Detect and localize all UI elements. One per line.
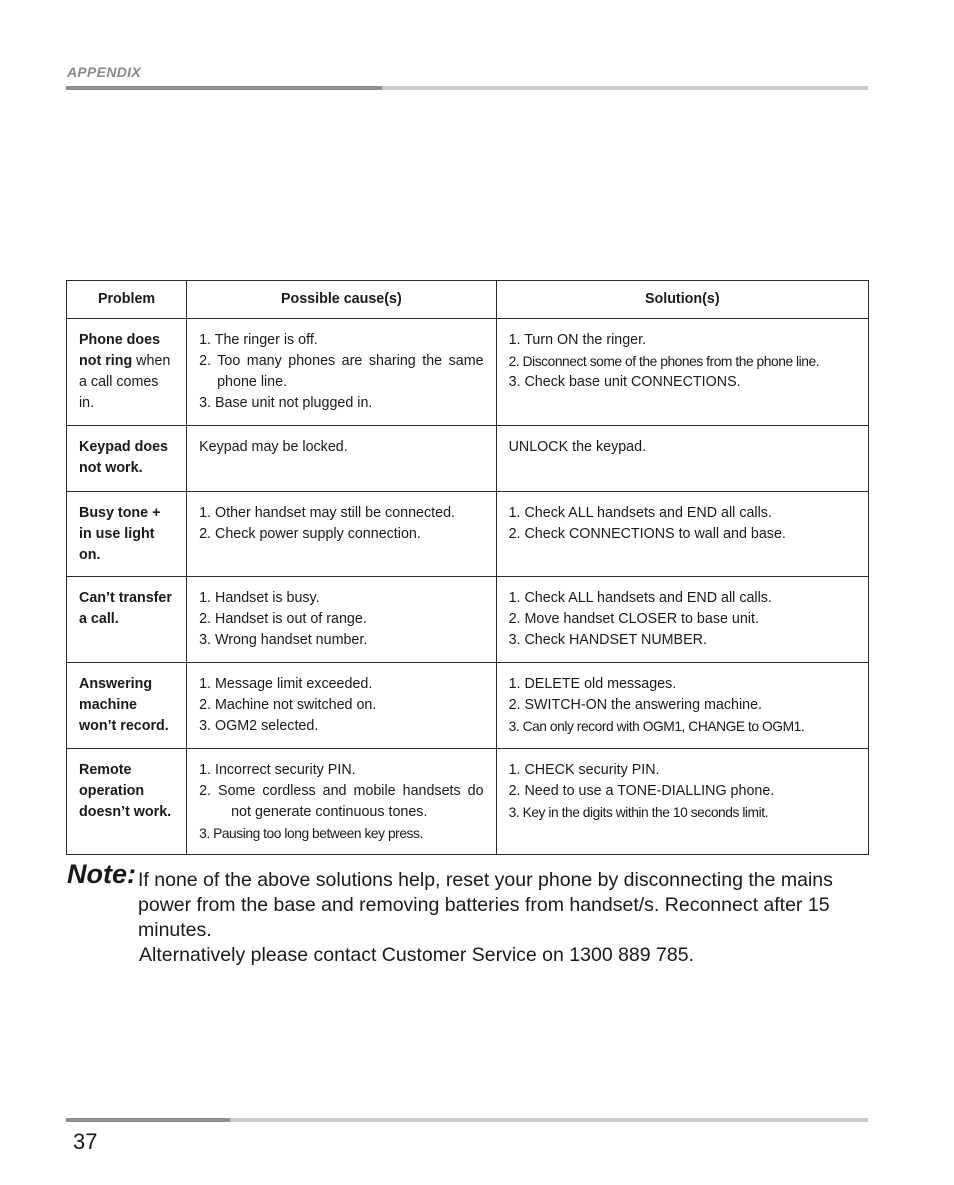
cause-item: 2. Too many phones are sharing the same phone line. [199, 353, 484, 390]
solution-item: 1. Check ALL handsets and END all calls. [508, 505, 772, 521]
problem-text: Phone does not ring [79, 332, 161, 369]
causes-cell [187, 492, 496, 577]
solution-item: UNLOCK the keypad. [508, 439, 647, 455]
problem-cell [67, 663, 187, 749]
troubleshooting-table [66, 280, 869, 855]
cause-item: 2. Handset is out of range. [199, 611, 367, 627]
cause-item: 1. Other handset may still be connected. [199, 505, 455, 521]
solution-item: 3. Key in the digits within the 10 seconds limit. [508, 805, 768, 820]
solution-item: 2. Need to use a TONE-DIALLING phone. [508, 783, 775, 799]
header-causes: Possible cause(s) [187, 281, 496, 319]
solutions-cell [496, 749, 868, 855]
section-label: APPENDIX [67, 64, 141, 80]
table-row [67, 492, 869, 577]
solution-item: 3. Check base unit CONNECTIONS. [508, 374, 741, 390]
cause-item: 1. Handset is busy. [199, 590, 320, 606]
problem-cell [67, 492, 187, 577]
note-contact: Alternatively please contact Customer Service on 1300 889 785. [139, 944, 694, 966]
cause-item: 2. Check power supply connection. [199, 526, 421, 542]
footer-rule [66, 1118, 868, 1122]
note-body: If none of the above solutions help, reset your phone by disconnecting the mains power from the base and removing batteries from handset/s. Reconnect after 15 minutes. [138, 869, 833, 941]
page-number: 37 [73, 1129, 98, 1154]
cause-item: 1. Incorrect security PIN. [199, 762, 356, 778]
causes-cell [187, 426, 496, 492]
cause-item: 3. OGM2 selected. [199, 718, 319, 734]
cause-item: 2. Some cordless and mobile handsets do not generate continuous tones. [199, 783, 484, 820]
problem-cell [67, 749, 187, 855]
note-label: Note: [67, 859, 136, 889]
solution-item: 1. Turn ON the ringer. [508, 332, 647, 348]
causes-cell [187, 319, 496, 426]
problem-text: Answering machine won’t record. [79, 676, 169, 734]
solution-item: 1. Check ALL handsets and END all calls. [508, 590, 772, 606]
solution-item: 2. SWITCH-ON the answering machine. [508, 697, 763, 713]
problem-text: Busy tone + in use light on. [79, 505, 161, 563]
cause-item: 3. Pausing too long between key press. [199, 826, 423, 841]
table-row [67, 319, 869, 426]
solutions-cell [496, 577, 868, 663]
causes-cell [187, 577, 496, 663]
solutions-cell [496, 663, 868, 749]
solution-item: 3. Can only record with OGM1, CHANGE to OGM1. [508, 719, 805, 734]
header-solutions: Solution(s) [496, 281, 868, 319]
cause-item: Keypad may be locked. [199, 439, 348, 455]
problem-text-detail: when a call comes in. [79, 353, 171, 411]
problem-text: Can’t transfer a call. [79, 590, 172, 627]
solution-item: 3. Check HANDSET NUMBER. [508, 632, 707, 648]
problem-cell [67, 426, 187, 492]
cause-item: 1. The ringer is off. [199, 332, 318, 348]
table-row [67, 577, 869, 663]
header-rule [66, 86, 868, 90]
causes-cell [187, 749, 496, 855]
problem-text: Keypad does not work. [79, 439, 168, 476]
solutions-cell [496, 492, 868, 577]
causes-cell [187, 663, 496, 749]
solution-item: 2. Check CONNECTIONS to wall and base. [508, 526, 786, 542]
cause-item: 3. Wrong handset number. [199, 632, 368, 648]
solution-item: 2. Disconnect some of the phones from the phone line. [508, 354, 820, 369]
solutions-cell [496, 319, 868, 426]
cause-item: 3. Base unit not plugged in. [199, 395, 373, 411]
solution-item: 2. Move handset CLOSER to base unit. [508, 611, 759, 627]
header-problem: Problem [67, 281, 187, 319]
table-row [67, 663, 869, 749]
problem-cell [67, 319, 187, 426]
problem-text: Remote operation doesn’t work. [79, 762, 172, 820]
table-row [67, 749, 869, 855]
solutions-cell [496, 426, 868, 492]
table-header-row [67, 281, 869, 319]
solution-item: 1. CHECK security PIN. [508, 762, 660, 778]
cause-item: 1. Message limit exceeded. [199, 676, 373, 692]
table-row [67, 426, 869, 492]
cause-item: 2. Machine not switched on. [199, 697, 377, 713]
problem-cell [67, 577, 187, 663]
solution-item: 1. DELETE old messages. [508, 676, 677, 692]
